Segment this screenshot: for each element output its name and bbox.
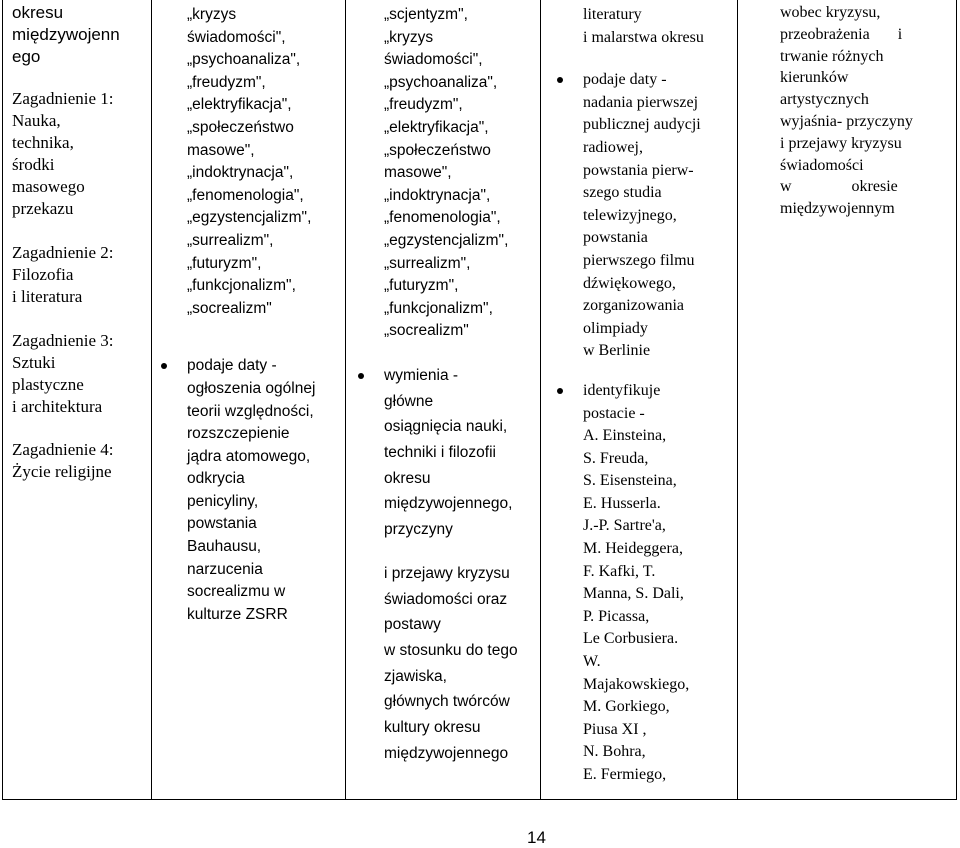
term: „surrealizm", — [384, 254, 471, 272]
column-divider — [151, 0, 152, 800]
text-line: i przejawy kryzysu — [780, 134, 902, 152]
bullet-line: ogłoszenia ogólnej — [187, 379, 316, 397]
bullet-line: identyfikuje — [583, 381, 661, 399]
bullet-line: nadania pierwszej — [583, 93, 699, 111]
term: „fenomenologia", — [187, 186, 304, 204]
term: „psychoanaliza", — [384, 73, 498, 91]
term: „freudyzm", — [384, 96, 463, 114]
term: „egzystencjalizm", — [187, 209, 312, 227]
term: „fenomenologia", — [384, 209, 501, 227]
bullet-line: osiągnięcia nauki, — [384, 418, 508, 436]
term: „indoktrynacja", — [187, 164, 294, 182]
bullet-line: penicyliny, — [187, 492, 259, 510]
bullet-line: międzywojennego, — [384, 495, 513, 513]
text-line: świadomości — [780, 156, 864, 174]
text-line: wobec kryzysu, — [780, 4, 881, 21]
column-divider — [345, 0, 346, 800]
column-intro — [12, 2, 147, 68]
topic-1 — [12, 88, 147, 220]
bullet-line: M. Heideggera, — [583, 540, 683, 558]
term: świadomości", — [384, 51, 483, 69]
bullet-line: Manna, S. Dali, — [583, 585, 684, 603]
bullet-line: socrealizmu w — [187, 583, 286, 601]
bullet-line: powstania — [583, 229, 648, 247]
paragraph-line: kultury okresu — [384, 719, 481, 737]
bullet-line: dźwiękowego, — [583, 274, 676, 292]
paragraph-line: i przejawy kryzysu — [384, 564, 510, 582]
text-line: artystycznych — [780, 91, 869, 109]
bullet-line: odkrycia — [187, 470, 245, 488]
paragraph-line: zjawiska, — [384, 667, 447, 685]
bullet-line: olimpiady — [583, 319, 648, 337]
bullet-line: Bauhausu, — [187, 538, 262, 556]
bullet-line: N. Bohra, — [583, 743, 646, 761]
topics-column — [12, 2, 147, 483]
bullet-item — [384, 363, 539, 543]
text-line: trwanie różnych — [780, 47, 884, 65]
topic-line: Filozofia — [12, 265, 74, 284]
bullet-line: Piusa XI , — [583, 720, 647, 738]
paragraph-line: postawy — [384, 616, 441, 634]
bullet-line: S. Freuda, — [583, 449, 649, 467]
text-line: przeobrażenia i — [780, 25, 903, 43]
bullet-item — [583, 69, 733, 363]
topic-4 — [12, 439, 147, 483]
bullet-line: A. Einsteina, — [583, 427, 667, 445]
topic-line: masowego — [12, 177, 85, 196]
topic-line: Życie religijne — [12, 462, 112, 481]
term: „indoktrynacja", — [384, 186, 491, 204]
topic-heading: Zagadnienie 3: — [12, 331, 114, 350]
term: świadomości", — [187, 28, 286, 46]
text-line: wyjaśnia- przyczyny — [780, 112, 913, 130]
bullet-line: techniki i filozofii — [384, 444, 496, 462]
bullet-line: F. Kafki, T. — [583, 562, 656, 580]
bullet-line: Majakowskiego, — [583, 675, 690, 693]
topic-line: środki — [12, 155, 55, 174]
column-divider — [737, 0, 738, 800]
term: „funkcjonalizm", — [187, 277, 296, 295]
bullet-icon — [557, 388, 563, 394]
topic-line: Nauka, — [12, 111, 61, 130]
basic-requirements-column — [187, 4, 345, 626]
topic-line: Sztuki — [12, 353, 56, 372]
bullet-line: E. Husserla. — [583, 494, 661, 512]
bullet-line: J.-P. Sartre'a, — [583, 517, 666, 535]
terms-list — [187, 4, 345, 320]
paragraph-line: w stosunku do tego — [384, 641, 518, 659]
topic-line: przekazu — [12, 199, 74, 218]
paragraph — [384, 561, 539, 767]
bullet-line: zorganizowania — [583, 297, 684, 315]
term: masowe", — [187, 141, 255, 159]
term: „freudyzm", — [187, 73, 266, 91]
topic-heading: Zagadnienie 4: — [12, 440, 114, 459]
term: masowe", — [384, 164, 452, 182]
term: „egzystencjalizm", — [384, 231, 509, 249]
bullet-line: powstania pierw- — [583, 161, 694, 179]
term: „surrealizm", — [187, 231, 274, 249]
topic-heading: Zagadnienie 2: — [12, 243, 114, 262]
bullet-line: podaje daty - — [583, 71, 667, 89]
bullet-line: kulturze ZSRR — [187, 605, 288, 623]
topic-3 — [12, 330, 147, 418]
term: „futuryzm", — [187, 254, 262, 272]
bullet-line: pierwszego filmu — [583, 251, 695, 269]
term: „elektryfikacja", — [384, 118, 489, 136]
bullet-line: publicznej audycji — [583, 116, 701, 134]
term: „społeczeństwo — [384, 141, 491, 159]
paragraph-line: międzywojennego — [384, 744, 509, 762]
term: „kryzys — [187, 6, 237, 23]
term: „funkcjonalizm", — [384, 299, 493, 317]
bullet-item — [583, 380, 733, 787]
bullet-line: teorii względności, — [187, 402, 314, 420]
topic-heading: Zagadnienie 1: — [12, 89, 114, 108]
term: „futuryzm", — [384, 277, 459, 295]
column-text — [780, 2, 944, 220]
bullet-line: w Berlinie — [583, 342, 651, 360]
bullet-line: W. — [583, 653, 601, 671]
top-line: literatury — [583, 6, 642, 23]
term: „socrealizm" — [384, 322, 469, 340]
bullet-line: główne — [384, 392, 434, 410]
top-line: i malarstwa okresu — [583, 28, 704, 46]
bullet-line: przyczyny — [384, 521, 453, 539]
term: „socrealizm" — [187, 299, 272, 317]
intro-line: międzywojenn — [12, 25, 120, 44]
term: „elektryfikacja", — [187, 96, 292, 114]
bullet-line: jądra atomowego, — [187, 447, 311, 465]
bullet-line: telewizyjnego, — [583, 206, 677, 224]
intro-line: okresu — [12, 3, 64, 22]
additional-requirements-column — [583, 4, 733, 787]
term: „społeczeństwo — [187, 118, 294, 136]
terms-list — [384, 4, 539, 343]
bullet-line: Le Corbusiera. — [583, 630, 679, 648]
text-line: w okresie — [780, 178, 898, 196]
bullet-icon — [358, 373, 364, 379]
column-top — [583, 4, 733, 49]
term: „psychoanaliza", — [187, 51, 301, 69]
extended-requirements-column — [384, 4, 539, 766]
bullet-line: podaje daty - — [187, 357, 277, 375]
bullet-line: rozszczepienie — [187, 425, 290, 443]
bullet-line: szego studia — [583, 184, 662, 202]
bullet-line: E. Fermiego, — [583, 766, 667, 783]
text-line: międzywojennym — [780, 200, 895, 218]
column-divider — [540, 0, 541, 800]
excellent-requirements-column — [780, 2, 944, 220]
page-number: 14 — [527, 828, 546, 847]
bullet-line: narzucenia — [187, 560, 263, 578]
topic-line: i architektura — [12, 397, 103, 416]
bullet-line: okresu — [384, 469, 431, 487]
topic-line: technika, — [12, 133, 74, 152]
bullet-item — [187, 355, 345, 626]
term: „scjentyzm", — [384, 6, 468, 23]
bullet-line: radiowej, — [583, 138, 643, 156]
paragraph-line: głównych twórców — [384, 693, 510, 711]
intro-line: ego — [12, 47, 41, 66]
bullet-line: powstania — [187, 515, 257, 533]
paragraph-line: świadomości oraz — [384, 590, 508, 608]
topic-line: i literatura — [12, 287, 83, 306]
bullet-line: S. Eisensteina, — [583, 472, 677, 490]
bullet-line: M. Gorkiego, — [583, 698, 670, 716]
topic-line: plastyczne — [12, 375, 84, 394]
bullet-line: wymienia - — [384, 366, 459, 384]
term: „kryzys — [384, 28, 434, 46]
bullet-line: P. Picassa, — [583, 607, 650, 625]
topic-2 — [12, 242, 147, 308]
bullet-line: postacie - — [583, 404, 645, 422]
text-line: kierunków — [780, 69, 849, 87]
